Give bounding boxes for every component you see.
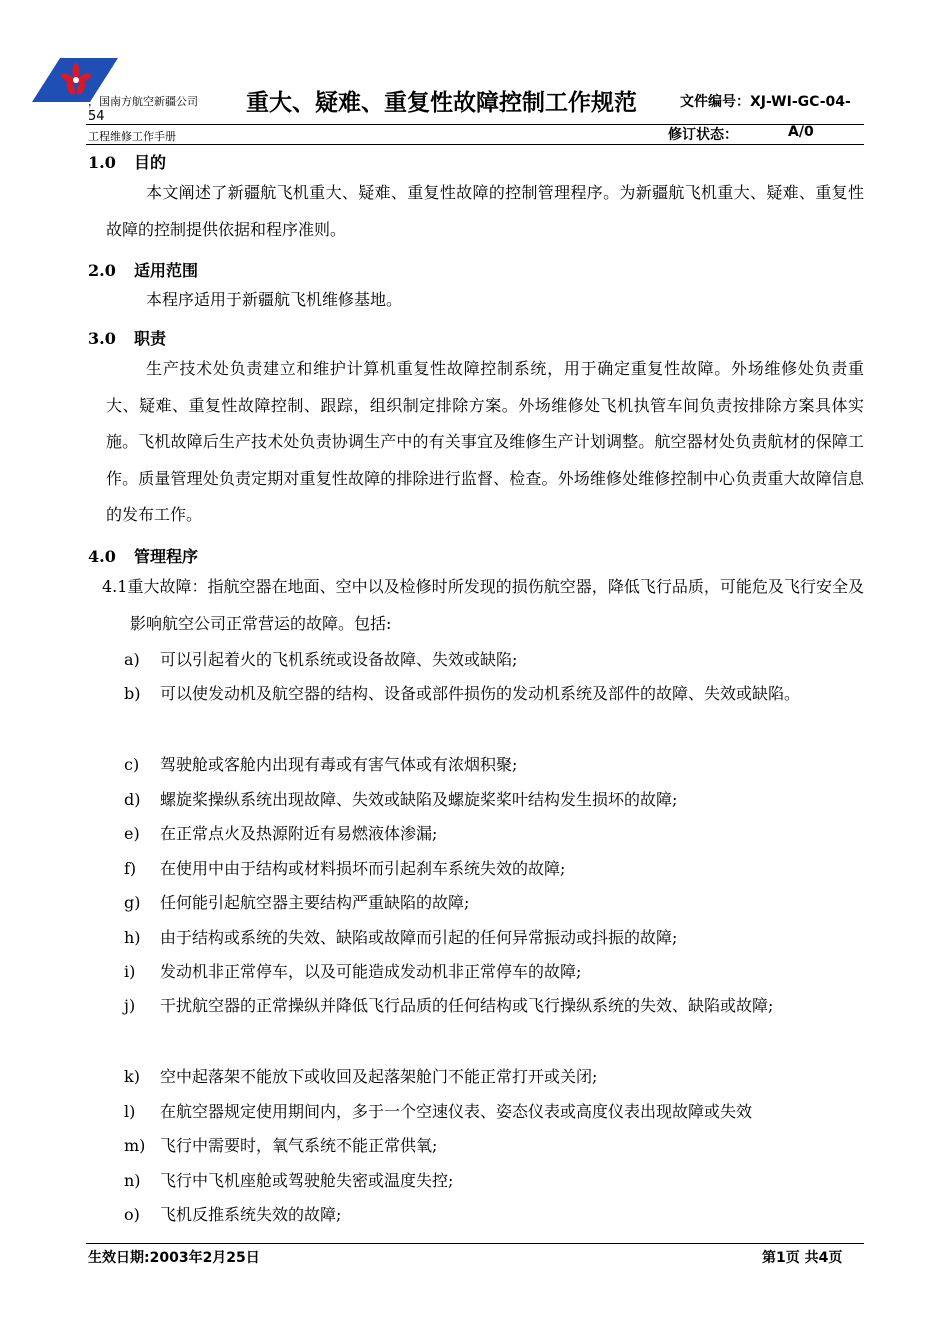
section-title: 适用范围 xyxy=(134,261,199,280)
list-item-label: d) xyxy=(124,790,141,809)
section-body xyxy=(106,351,864,534)
footer-rule xyxy=(86,1243,864,1244)
list-item-label: o) xyxy=(124,1205,140,1224)
section-body xyxy=(106,282,864,319)
list-item-label: g) xyxy=(124,893,141,912)
list-item-label: c) xyxy=(124,755,140,774)
section-title: 职责 xyxy=(134,329,167,348)
clause-4-1-text: 4.1重大故障：指航空器在地面、空中以及检修时所发现的损伤航空器，降低飞行品质，可能危及飞行安全及影响航空公司正常营运的故障。包括: xyxy=(102,577,864,633)
section-heading xyxy=(88,150,166,173)
revision-label: 修订状态： xyxy=(668,127,738,143)
list-item-text: 干扰航空器的正常操纵并降低飞行品质的任何结构或飞行操纵系统的失效、缺陷或故障; xyxy=(160,996,774,1015)
revision-value: A/0 xyxy=(788,124,814,140)
list-item-text: 在使用中由于结构或材料损坏而引起刹车系统失效的故障; xyxy=(160,859,566,878)
list-item-text: 由于结构或系统的失效、缺陷或故障而引起的任何异常振动或抖振的故障; xyxy=(160,928,678,947)
section-title: 目的 xyxy=(134,153,167,172)
list-item-label: a) xyxy=(124,650,140,669)
list-item-label: f) xyxy=(124,859,137,878)
list-item-label: b) xyxy=(124,684,141,703)
section-body-text: 本程序适用于新疆航飞机维修基地。 xyxy=(146,290,403,309)
list-item-label: m) xyxy=(124,1136,146,1155)
section-number: 1.0 xyxy=(88,153,116,172)
section-number: 2.0 xyxy=(88,261,116,280)
section-body xyxy=(106,175,864,248)
list-item-text: 飞行中飞机座舱或驾驶舱失密或温度失控; xyxy=(160,1171,454,1190)
section-heading xyxy=(88,258,198,281)
list-item-text: 驾驶舱或客舱内出现有毒或有害气体或有浓烟积聚; xyxy=(160,755,518,774)
document-title: 重大、疑难、重复性故障控制工作规范 xyxy=(246,90,637,116)
section-number: 3.0 xyxy=(88,329,116,348)
list-item-label: e) xyxy=(124,824,140,843)
list-item-text: 可以使发动机及航空器的结构、设备或部件损伤的发动机系统及部件的故障、失效或缺陷。 xyxy=(160,684,801,703)
list-item-text: 空中起落架不能放下或收回及起落架舱门不能正常打开或关闭; xyxy=(160,1067,598,1086)
company-name: ，国南方航空新疆公司 xyxy=(88,95,198,108)
section-body-text: 生产技术处负责建立和维护计算机重复性故障控制系统，用于确定重复性故障。外场维修处负责重大、疑难、重复性故障控制、跟踪，组织制定排除方案。外场维修处飞机执管车间负责按排除方案具体实施。飞机故障后生产技术处负责协调生产中的有关事宜及维修生产计划调整。航空器材处负责航材的保障工作。质量管理处负责定期对重复性故障的排除进行监督、检查。外场维修处维修控制中心负责重大故障信息的发布工作。 xyxy=(106,359,864,524)
section-number: 4.0 xyxy=(88,547,116,566)
clause-4-1 xyxy=(102,569,864,642)
section-title: 管理程序 xyxy=(134,547,199,566)
list-item-label: l) xyxy=(124,1102,136,1121)
list-item-text: 在正常点火及热源附近有易燃液体渗漏; xyxy=(160,824,438,843)
header-rule-bottom xyxy=(86,144,864,145)
list-item-text: 飞机反推系统失效的故障; xyxy=(160,1205,342,1224)
section-body-text: 本文阐述了新疆航飞机重大、疑难、重复性故障的控制管理程序。为新疆航飞机重大、疑难、重复性故障的控制提供依据和程序准则。 xyxy=(106,183,864,239)
section-heading xyxy=(88,326,166,349)
list-item-text: 可以引起着火的飞机系统或设备故障、失效或缺陷; xyxy=(160,650,518,669)
list-item-label: h) xyxy=(124,928,141,947)
page-info: 第1页 共4页 xyxy=(762,1250,843,1266)
list-item-label: j) xyxy=(124,996,136,1015)
list-item-text: 在航空器规定使用期间内，多于一个空速仪表、姿态仪表或高度仪表出现故障或失效 xyxy=(160,1102,753,1121)
list-item-label: n) xyxy=(124,1171,141,1190)
effective-date: 生效日期:2003年2月25日 xyxy=(88,1250,260,1266)
list-item-text: 任何能引起航空器主要结构严重缺陷的故障; xyxy=(160,893,470,912)
doc-number: 文件编号：XJ-WI-GC-04- xyxy=(680,94,851,110)
section-heading xyxy=(88,544,198,567)
company-name-suffix: 54 xyxy=(88,109,105,124)
header-rule-top xyxy=(86,124,864,125)
list-item-label: k) xyxy=(124,1067,140,1086)
list-item-text: 螺旋桨操纵系统出现故障、失效或缺陷及螺旋桨桨叶结构发生损坏的故障; xyxy=(160,790,678,809)
list-item-text: 飞行中需要时，氧气系统不能正常供氧; xyxy=(160,1136,438,1155)
list-item-text: 发动机非正常停车，以及可能造成发动机非正常停车的故障; xyxy=(160,962,582,981)
manual-name: 工程维修工作手册 xyxy=(88,130,176,143)
list-item-label: i) xyxy=(124,962,136,981)
